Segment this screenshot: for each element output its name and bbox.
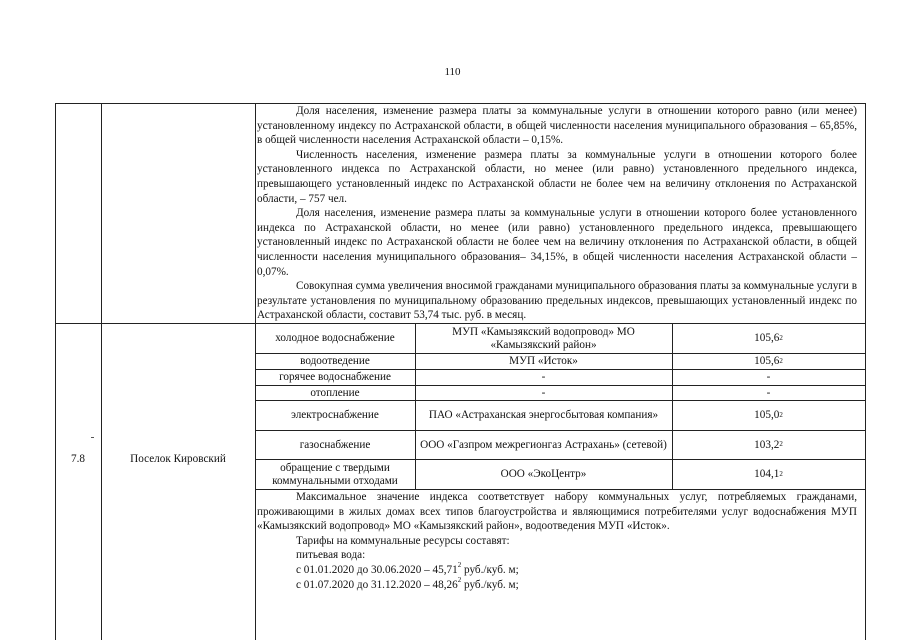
bottom-text-block <box>257 490 857 592</box>
tariff-table <box>55 103 866 640</box>
service-index: 104,1 $^2$ <box>754 468 783 480</box>
index-value: 104,1 <box>754 468 780 480</box>
service-provider: МУП «Камызякский водопровод» МО «Камызякский район» <box>452 325 635 351</box>
footnote-mark: 2 <box>457 561 462 570</box>
index-value: 105,6 <box>754 332 780 344</box>
service-name: водоотведение <box>300 355 370 367</box>
tariff-unit: руб./куб. м; <box>461 563 519 576</box>
service-provider: - <box>541 386 546 399</box>
top-text-block <box>257 104 857 323</box>
service-provider: МУП «Исток» <box>509 355 578 367</box>
index-value: 105,0 <box>754 409 780 421</box>
service-index: 103,2 $^2$ <box>754 438 783 451</box>
service-index: 105,0 $^2$ <box>754 409 783 421</box>
service-provider: ПАО «Астраханская энергосбытовая компания» <box>428 409 659 421</box>
tariffs-title: Тарифы на коммунальные ресурсы составят: <box>296 534 510 547</box>
table-border-right <box>865 103 866 640</box>
service-provider: ООО «ЭкоЦентр» <box>500 468 587 480</box>
text-paragraph: Численность населения, изменение размера платы за коммунальные услуги в отношении которого более установленного индекса по Астраханской области, но менее (или равно) установленного предельного индекса, превышающего установленный индекс по Астраханской области не более чем на величину отклонения по Астраханской области, – 757 чел. <box>257 148 857 205</box>
service-name: отопление <box>310 386 360 399</box>
row-number: 7.8 <box>71 453 85 465</box>
service-index <box>672 386 865 400</box>
index-value: 105,6 <box>754 355 780 367</box>
footnote-mark: 2 <box>457 575 462 584</box>
stray-mark <box>91 437 94 438</box>
service-name: газоснабжение <box>299 438 371 451</box>
service-name: электроснабжение <box>291 409 379 421</box>
tariff-line-2 <box>257 575 857 593</box>
index-value: 103,2 <box>754 438 780 451</box>
page-number: 110 <box>444 66 461 78</box>
tariff-value: с 01.01.2020 до 30.06.2020 – 45,71 <box>296 563 458 576</box>
service-index <box>672 370 865 385</box>
service-index: 105,6 $^2$ <box>754 332 783 344</box>
tariff-unit: руб./куб. м; <box>461 578 519 591</box>
service-name: холодное водоснабжение <box>275 332 395 344</box>
service-name: горячее водоснабжение <box>279 371 391 383</box>
index-value: - <box>766 386 771 399</box>
drinking-water-label: питьевая вода: <box>296 549 366 562</box>
max-index-paragraph: Максимальное значение индекса соответствует набору коммунальных услуг, потребляемых гражданами, проживающими в жилых домах всех типов благоустройства и являющимися потребителями услуг водоснабжения МУП «Камызякский водопровод» МО «Камызякский район», водоотведения МУП «Исток». <box>257 491 857 533</box>
service-provider: - <box>541 371 546 383</box>
tariff-value: с 01.07.2020 до 31.12.2020 – 48,26 <box>296 578 458 591</box>
text-paragraph: Доля населения, изменение размера платы за коммунальные услуги в отношении которого более установленного индекса по Астраханской области, но менее (или равно) установленного предельного индекса, превышающего установленный индекс по Астраханской области не более чем на величину отклонения по Астраханской области, в общей численности населения муниципального образования– 34,15%, в общей численности населения Астраханской области – 0,07%. <box>257 207 857 278</box>
index-value: - <box>766 371 771 383</box>
text-paragraph: Доля населения, изменение размера платы за коммунальные услуги в отношении которого равно (или менее) установленному индексу по Астраханской области, в общей численности населения муниципального образования – 65,85%, в общей численности населения Астраханской области – 0,15%. <box>257 105 857 147</box>
text-paragraph: Совокупная сумма увеличения вносимой гражданами муниципального образования платы за коммунальные услуги в результате установления по муниципальному образованию предельных индексов, превышающих установленный индекс по Астраханской области, составит 53,74 тыс. руб. в месяц. <box>257 280 857 322</box>
service-provider: ООО «Газпром межрегионгаз Астрахань» (сетевой) <box>420 438 667 451</box>
service-name: обращение с твердыми коммунальными отходами <box>272 461 398 487</box>
tariff-line-1 <box>257 563 857 578</box>
service-index: 105,6 $^2$ <box>754 355 783 367</box>
settlement-name: Поселок Кировский <box>130 453 226 465</box>
